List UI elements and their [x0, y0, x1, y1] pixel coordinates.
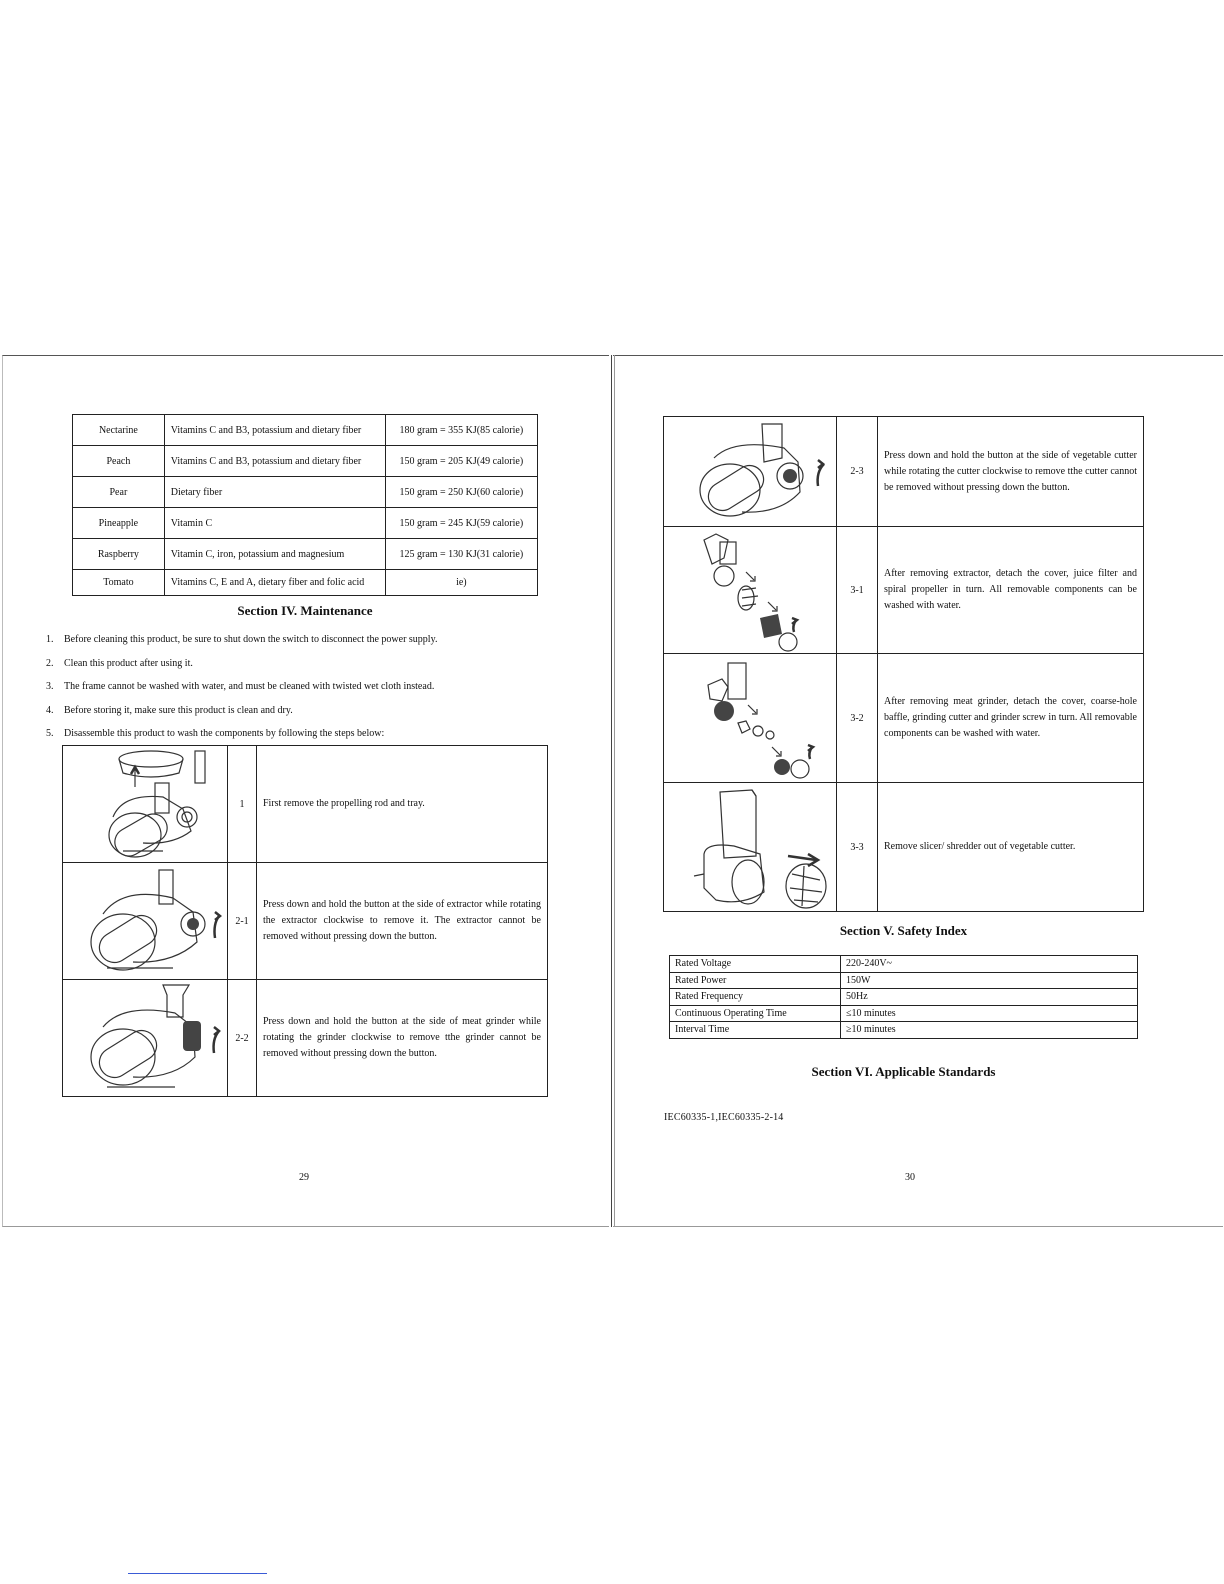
list-number: 5. [46, 728, 54, 739]
step-number: 1 [228, 746, 257, 863]
step-number: 3-1 [837, 527, 878, 654]
page-spine [611, 355, 612, 1227]
step-description: Remove slicer/ shredder out of vegetable cutter. [878, 783, 1144, 912]
table-row [73, 415, 538, 446]
step-description: Press down and hold the button at the side of meat grinder while rotating the grinder clockwise to remove tthe grinder cannot be removed without pressing down the button. [257, 980, 548, 1097]
step-image-cell [664, 417, 837, 527]
safety-value: 50Hz [841, 989, 1138, 1006]
step-number: 2-2 [228, 980, 257, 1097]
table-row [63, 863, 548, 980]
nutrients-cell: Vitamins C, E and A, dietary fiber and folic acid [164, 570, 385, 596]
table-row [670, 1022, 1138, 1039]
fruit-cell: Tomato [73, 570, 165, 596]
table-row [664, 527, 1144, 654]
nutrients-cell: Vitamins C and B3, potassium and dietary fiber [164, 415, 385, 446]
table-row [73, 570, 538, 596]
list-number: 2. [46, 657, 54, 669]
fruit-cell: Raspberry [73, 539, 165, 570]
list-text: The frame cannot be washed with water, and must be cleaned with twisted wet cloth instead. [64, 681, 435, 692]
energy-cell: 180 gram = 355 KJ(85 calorie) [385, 415, 537, 446]
nutrients-cell: Vitamin C, iron, potassium and magnesium [164, 539, 385, 570]
step-image-cell [63, 863, 228, 980]
fruit-cell: Pear [73, 477, 165, 508]
energy-cell: 150 gram = 205 KJ(49 calorie) [385, 446, 537, 477]
step-number: 3-3 [837, 783, 878, 912]
step-number: 2-1 [228, 863, 257, 980]
maintenance-list [40, 634, 560, 752]
energy-cell: 150 gram = 250 KJ(60 calorie) [385, 477, 537, 508]
energy-cell: 125 gram = 130 KJ(31 calorie) [385, 539, 537, 570]
safety-key: Rated Voltage [670, 956, 841, 973]
list-text: Clean this product after using it. [64, 657, 193, 669]
slicer-removal-illustration [664, 784, 836, 911]
standards-text: IEC60335-1,IEC60335-2-14 [664, 1112, 784, 1123]
page-spine-shadow [614, 355, 615, 1227]
table-row [664, 654, 1144, 783]
remove-cutter-illustration [664, 418, 836, 526]
table-row [63, 980, 548, 1097]
standards-title: Section VI. Applicable Standards [811, 1064, 996, 1079]
step-description: Press down and hold the button at the side of extractor while rotating the extractor clockwise to remove it. The extractor cannot be removed without pressing down the button. [257, 863, 548, 980]
list-text: Before storing it, make sure this product is clean and dry. [64, 704, 293, 716]
safety-value: 150W [841, 972, 1138, 989]
fruit-cell: Nectarine [73, 415, 165, 446]
safety-key: Rated Frequency [670, 989, 841, 1006]
page-number-left: 29 [299, 1172, 309, 1183]
safety-index-table [669, 955, 1138, 1039]
list-text: Before cleaning this product, be sure to shut down the switch to disconnect the power supply. [64, 634, 438, 645]
safety-index-title: Section V. Safety Index [839, 923, 968, 938]
nutrients-cell: Vitamins C and B3, potassium and dietary fiber [164, 446, 385, 477]
list-item [40, 634, 560, 658]
table-row [670, 956, 1138, 973]
safety-key: Continuous Operating Time [670, 1005, 841, 1022]
safety-value: ≥10 minutes [841, 1022, 1138, 1039]
remove-grinder-illustration [63, 981, 227, 1096]
safety-value: ≤10 minutes [841, 1005, 1138, 1022]
fruit-cell: Pineapple [73, 508, 165, 539]
step-image-cell [63, 980, 228, 1097]
list-number: 4. [46, 704, 54, 716]
step-image-cell [63, 746, 228, 863]
energy-cell: 150 gram = 245 KJ(59 calorie) [385, 508, 537, 539]
table-row [664, 417, 1144, 527]
remove-extractor-illustration [63, 864, 227, 979]
list-number: 1. [46, 634, 54, 645]
link-underline [128, 1573, 267, 1574]
step-description: After removing extractor, detach the cover, juice filter and spiral propeller in turn. All removable components can be washed with water. [878, 527, 1144, 654]
list-item [40, 681, 560, 705]
table-row [670, 1005, 1138, 1022]
table-row [63, 746, 548, 863]
grinder-parts-illustration [664, 655, 836, 782]
step-image-cell [664, 527, 837, 654]
step-description: Press down and hold the button at the side of vegetable cutter while rotating the cutter clockwise to remove tthe cutter cannot be removed without pressing down the button. [878, 417, 1144, 527]
table-row [73, 477, 538, 508]
page-number-right: 30 [905, 1172, 915, 1183]
safety-key: Rated Power [670, 972, 841, 989]
table-row [670, 989, 1138, 1006]
safety-value: 220-240V~ [841, 956, 1138, 973]
step-image-cell [664, 654, 837, 783]
table-row [73, 539, 538, 570]
disassembly-steps-table-continued [663, 416, 1144, 912]
fruit-cell: Peach [73, 446, 165, 477]
table-row [670, 972, 1138, 989]
list-item [40, 658, 560, 682]
maintenance-title: Section IV. Maintenance [237, 603, 373, 618]
table-row [73, 446, 538, 477]
remove-rod-tray-illustration [63, 747, 227, 862]
table-row [73, 508, 538, 539]
step-description: First remove the propelling rod and tray. [257, 746, 548, 863]
step-number: 3-2 [837, 654, 878, 783]
nutrition-table [72, 414, 538, 596]
table-row [664, 783, 1144, 912]
list-text: Disassemble this product to wash the components by following the steps below: [64, 728, 385, 739]
list-number: 3. [46, 681, 54, 692]
safety-key: Interval Time [670, 1022, 841, 1039]
nutrients-cell: Vitamin C [164, 508, 385, 539]
step-description: After removing meat grinder, detach the cover, coarse-hole baffle, grinding cutter and grinder screw in turn. All removable components can be washed with water. [878, 654, 1144, 783]
extractor-parts-illustration [664, 528, 836, 653]
nutrients-cell: Dietary fiber [164, 477, 385, 508]
step-image-cell [664, 783, 837, 912]
disassembly-steps-table [62, 745, 548, 1097]
list-item [40, 705, 560, 729]
energy-cell: ie) [385, 570, 537, 596]
step-number: 2-3 [837, 417, 878, 527]
